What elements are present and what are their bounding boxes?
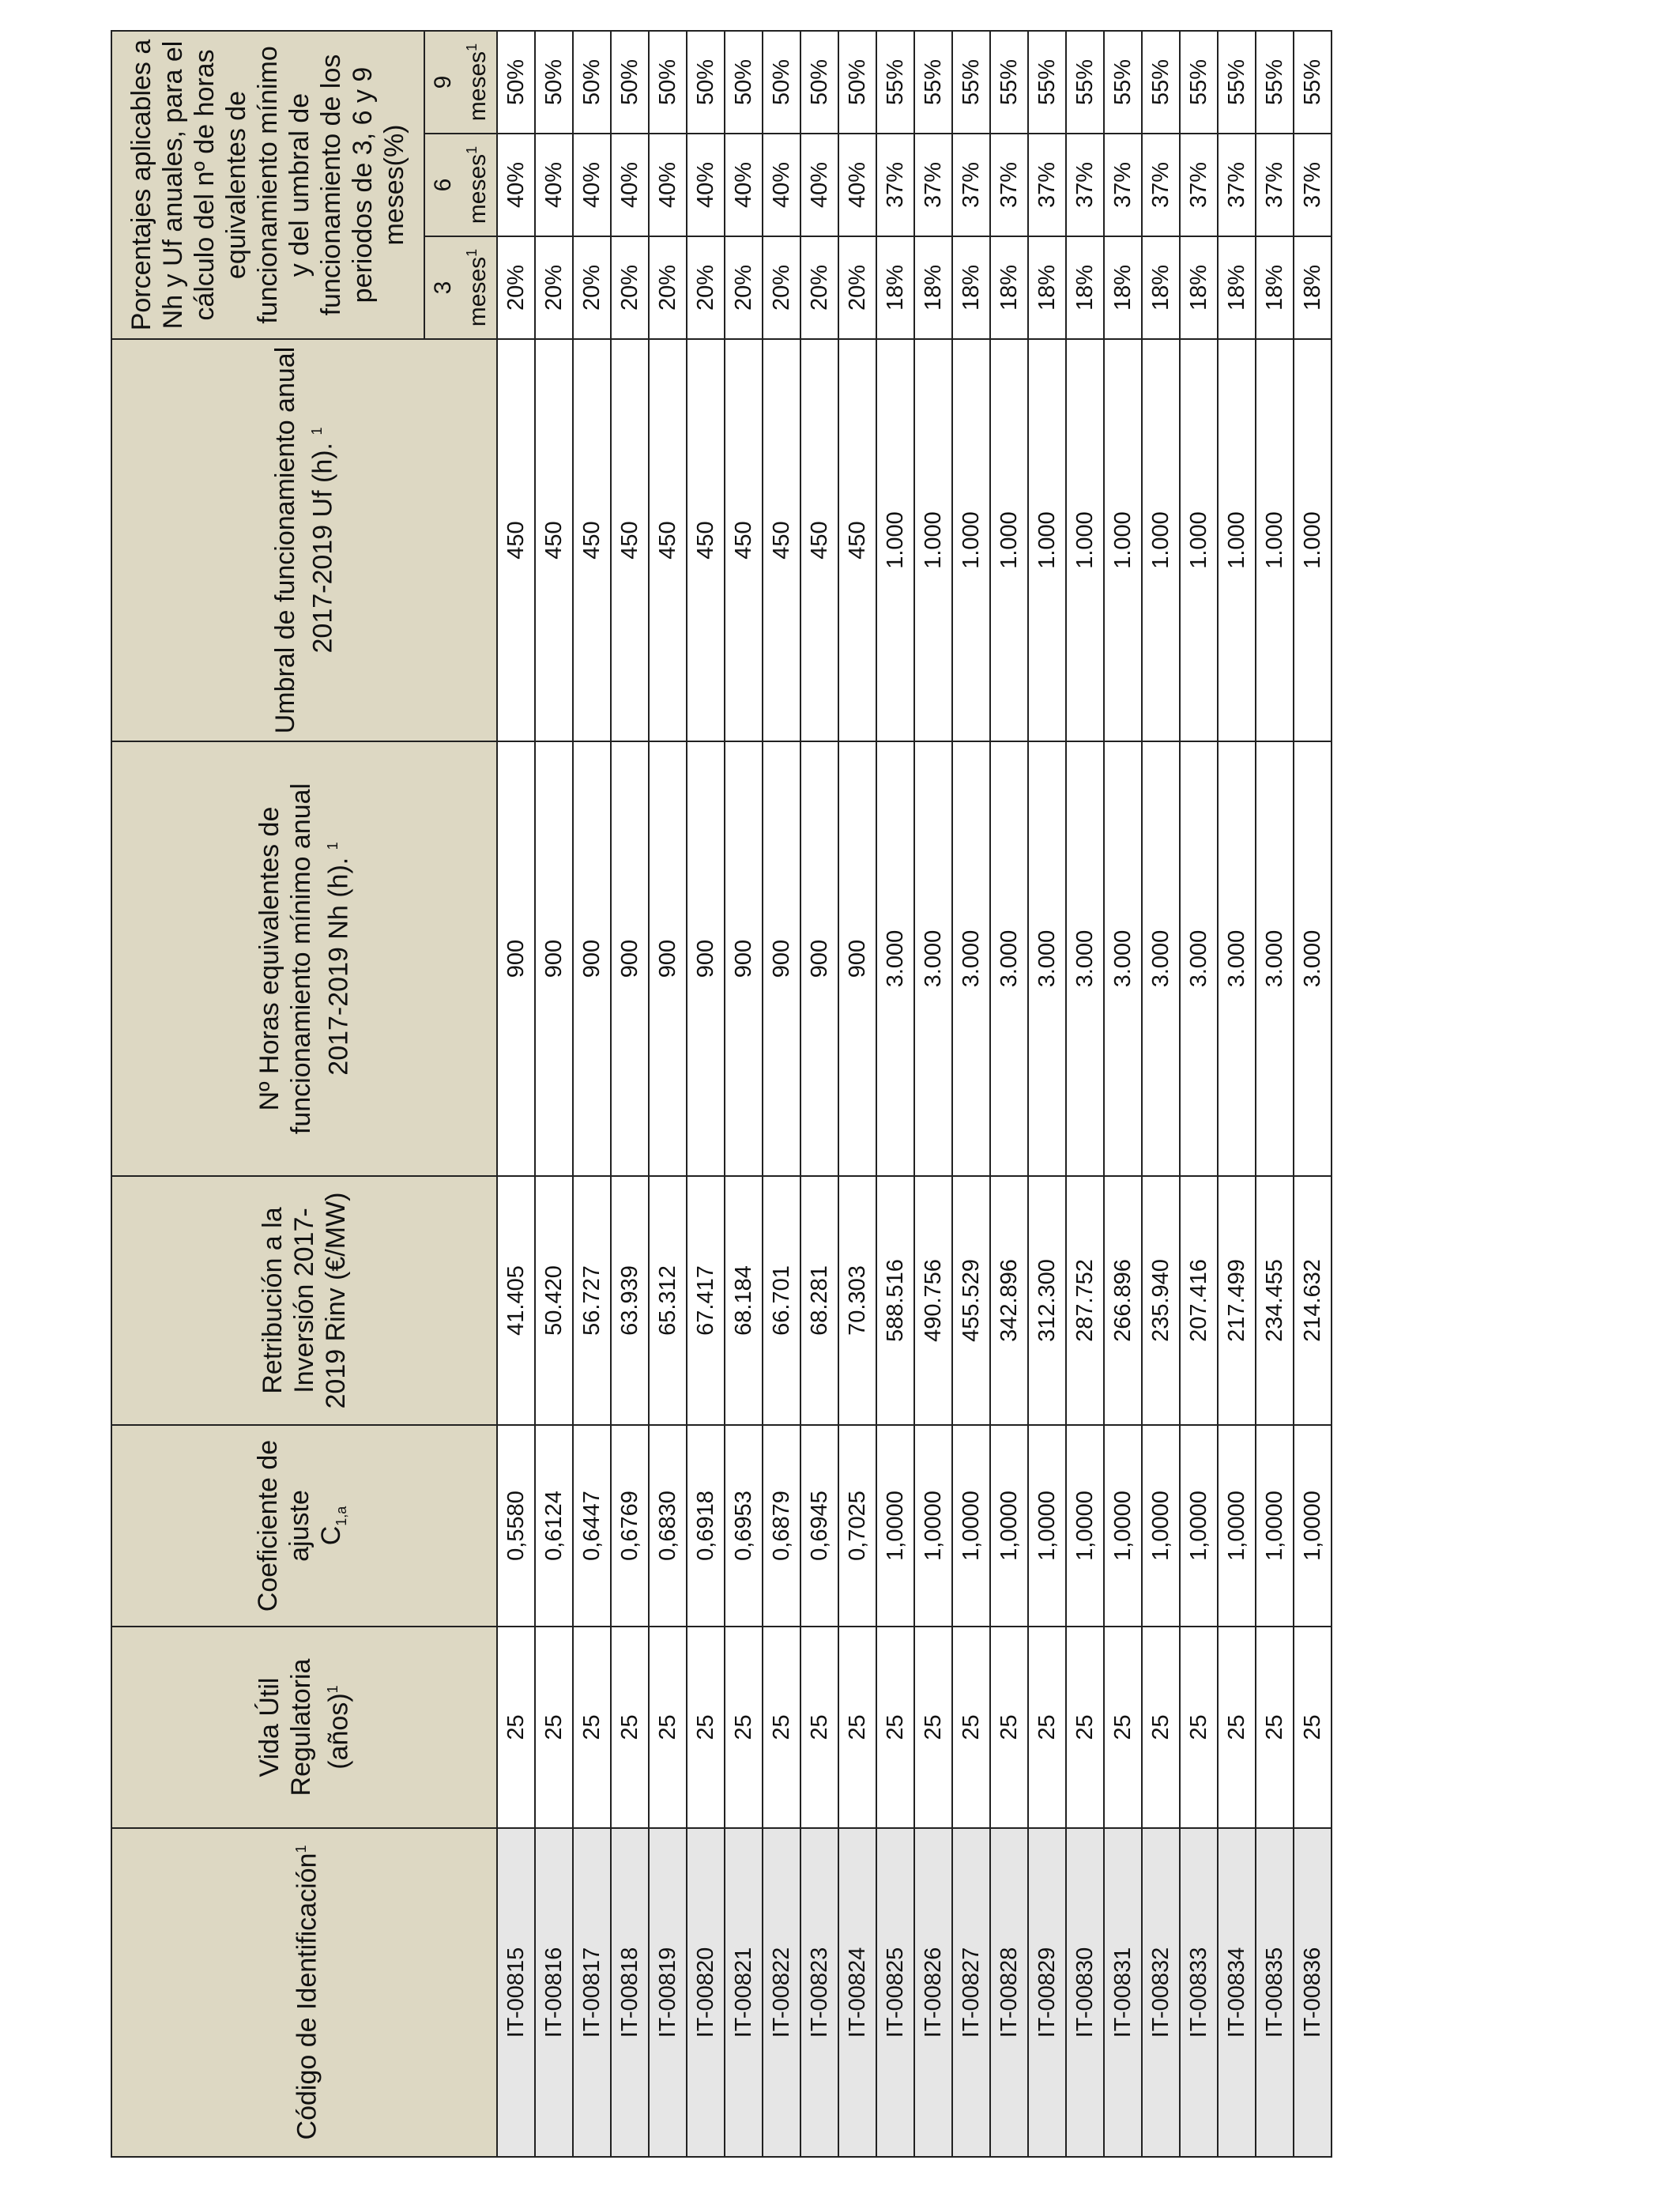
cell-uf: 1.000 [990,339,1028,741]
cell-3-meses: 20% [497,236,535,339]
cell-uf: 1.000 [1218,339,1256,741]
cell-vida-util: 25 [1218,1627,1256,1828]
cell-vida-util: 25 [990,1627,1028,1828]
cell-codigo: IT-00820 [687,1828,725,2157]
cell-vida-util: 25 [1028,1627,1066,1828]
cell-3-meses: 18% [914,236,952,339]
cell-codigo: IT-00825 [876,1828,914,2157]
cell-coeficiente: 1,0000 [1294,1425,1332,1627]
cell-9-meses: 50% [573,31,611,134]
cell-rinv: 67.417 [687,1176,725,1425]
cell-6-meses: 37% [876,134,914,236]
table-row [1028,31,1066,2157]
cell-9-meses: 50% [687,31,725,134]
cell-rinv: 214.632 [1294,1176,1332,1425]
cell-6-meses: 37% [952,134,990,236]
cell-coeficiente: 0,6879 [763,1425,800,1627]
header-coeficiente: Coeficiente de ajuste $C_{1,a}$ [111,1425,497,1627]
cell-nh: 900 [725,741,763,1176]
cell-coeficiente: 0,6953 [725,1425,763,1627]
cell-9-meses: 55% [876,31,914,134]
cell-9-meses: 55% [1294,31,1332,134]
cell-6-meses: 37% [1218,134,1256,236]
header-9-meses: 9 meses$^1$ [424,31,497,134]
cell-uf: 450 [649,339,687,741]
cell-vida-util: 25 [876,1627,914,1828]
cell-3-meses: 20% [611,236,649,339]
table-row [497,31,535,2157]
cell-nh: 900 [800,741,838,1176]
cell-uf: 1.000 [1028,339,1066,741]
header-porcentajes: Porcentajes aplicables a Nh y Uf anuales, para el cálculo del nº de horas equivalentes de funcionamiento mínimo y del umbral de funcionamiento de los periodos de 3, 6 y 9 meses(%) [111,31,424,339]
cell-9-meses: 55% [1066,31,1104,134]
cell-vida-util: 25 [573,1627,611,1828]
cell-vida-util: 25 [914,1627,952,1828]
cell-vida-util: 25 [1180,1627,1218,1828]
table-row [1294,31,1332,2157]
cell-uf: 1.000 [1142,339,1180,741]
cell-uf: 450 [535,339,573,741]
header-rinv: Retribución a la Inversión 2017-2019 Rinv (€/MW) [111,1176,497,1425]
cell-nh: 3.000 [1028,741,1066,1176]
cell-rinv: 63.939 [611,1176,649,1425]
cell-uf: 450 [725,339,763,741]
table-row [800,31,838,2157]
cell-vida-util: 25 [687,1627,725,1828]
cell-coeficiente: 1,0000 [1028,1425,1066,1627]
cell-coeficiente: 1,0000 [952,1425,990,1627]
cell-nh: 900 [838,741,876,1176]
cell-uf: 1.000 [952,339,990,741]
cell-vida-util: 25 [535,1627,573,1828]
cell-6-meses: 37% [990,134,1028,236]
cell-codigo: IT-00824 [838,1828,876,2157]
table-row [1066,31,1104,2157]
cell-codigo: IT-00828 [990,1828,1028,2157]
cell-rinv: 342.896 [990,1176,1028,1425]
cell-3-meses: 20% [535,236,573,339]
cell-rinv: 207.416 [1180,1176,1218,1425]
cell-nh: 3.000 [1256,741,1294,1176]
cell-rinv: 66.701 [763,1176,800,1425]
cell-uf: 1.000 [1066,339,1104,741]
cell-nh: 3.000 [876,741,914,1176]
cell-uf: 1.000 [914,339,952,741]
cell-codigo: IT-00835 [1256,1828,1294,2157]
table-row [1180,31,1218,2157]
cell-coeficiente: 1,0000 [1180,1425,1218,1627]
table-body [497,31,1332,2157]
cell-uf: 1.000 [1104,339,1142,741]
cell-rinv: 217.499 [1218,1176,1256,1425]
table-row [1104,31,1142,2157]
cell-coeficiente: 1,0000 [1066,1425,1104,1627]
cell-6-meses: 37% [914,134,952,236]
table-row [535,31,573,2157]
table-row [1142,31,1180,2157]
cell-6-meses: 37% [1142,134,1180,236]
cell-3-meses: 18% [1180,236,1218,339]
cell-3-meses: 18% [876,236,914,339]
cell-nh: 900 [687,741,725,1176]
cell-6-meses: 40% [535,134,573,236]
cell-6-meses: 37% [1256,134,1294,236]
cell-3-meses: 18% [1256,236,1294,339]
cell-9-meses: 55% [990,31,1028,134]
cell-9-meses: 50% [497,31,535,134]
cell-codigo: IT-00822 [763,1828,800,2157]
cell-uf: 1.000 [1256,339,1294,741]
cell-9-meses: 55% [1256,31,1294,134]
cell-6-meses: 40% [497,134,535,236]
cell-6-meses: 40% [649,134,687,236]
cell-nh: 3.000 [990,741,1028,1176]
cell-vida-util: 25 [725,1627,763,1828]
cell-9-meses: 55% [952,31,990,134]
cell-rinv: 234.455 [1256,1176,1294,1425]
cell-codigo: IT-00826 [914,1828,952,2157]
cell-3-meses: 18% [990,236,1028,339]
cell-codigo: IT-00818 [611,1828,649,2157]
cell-vida-util: 25 [649,1627,687,1828]
cell-3-meses: 18% [1104,236,1142,339]
cell-uf: 450 [497,339,535,741]
cell-nh: 900 [649,741,687,1176]
cell-9-meses: 50% [725,31,763,134]
cell-3-meses: 18% [1294,236,1332,339]
header-nh: Nº Horas equivalentes de funcionamiento mínimo anual 2017-2019 Nh (h). $^1$ [111,741,497,1176]
cell-rinv: 41.405 [497,1176,535,1425]
cell-3-meses: 20% [763,236,800,339]
cell-6-meses: 40% [838,134,876,236]
cell-6-meses: 40% [687,134,725,236]
cell-6-meses: 37% [1180,134,1218,236]
cell-9-meses: 50% [838,31,876,134]
cell-rinv: 266.896 [1104,1176,1142,1425]
cell-uf: 1.000 [1180,339,1218,741]
cell-codigo: IT-00836 [1294,1828,1332,2157]
cell-codigo: IT-00830 [1066,1828,1104,2157]
cell-nh: 900 [573,741,611,1176]
header-3-meses: 3 meses$^1$ [424,236,497,339]
cell-uf: 450 [763,339,800,741]
cell-codigo: IT-00817 [573,1828,611,2157]
table-row [876,31,914,2157]
cell-coeficiente: 0,6945 [800,1425,838,1627]
cell-vida-util: 25 [611,1627,649,1828]
cell-coeficiente: 1,0000 [1104,1425,1142,1627]
table-row [611,31,649,2157]
cell-nh: 900 [763,741,800,1176]
cell-codigo: IT-00834 [1218,1828,1256,2157]
table-row [952,31,990,2157]
cell-rinv: 68.184 [725,1176,763,1425]
cell-vida-util: 25 [838,1627,876,1828]
table-row [990,31,1028,2157]
cell-rinv: 235.940 [1142,1176,1180,1425]
cell-6-meses: 40% [611,134,649,236]
cell-vida-util: 25 [1142,1627,1180,1828]
cell-6-meses: 37% [1294,134,1332,236]
cell-3-meses: 20% [725,236,763,339]
cell-coeficiente: 0,6918 [687,1425,725,1627]
cell-9-meses: 55% [1218,31,1256,134]
cell-codigo: IT-00827 [952,1828,990,2157]
cell-coeficiente: 1,0000 [1142,1425,1180,1627]
cell-nh: 900 [535,741,573,1176]
cell-6-meses: 40% [763,134,800,236]
cell-9-meses: 55% [914,31,952,134]
cell-3-meses: 18% [1066,236,1104,339]
table-row [763,31,800,2157]
cell-6-meses: 37% [1028,134,1066,236]
cell-3-meses: 20% [649,236,687,339]
cell-nh: 3.000 [1218,741,1256,1176]
cell-rinv: 455.529 [952,1176,990,1425]
cell-coeficiente: 1,0000 [1256,1425,1294,1627]
cell-nh: 3.000 [914,741,952,1176]
cell-vida-util: 25 [800,1627,838,1828]
cell-vida-util: 25 [1256,1627,1294,1828]
cell-rinv: 68.281 [800,1176,838,1425]
cell-nh: 900 [497,741,535,1176]
table-row [573,31,611,2157]
cell-coeficiente: 0,6830 [649,1425,687,1627]
cell-vida-util: 25 [497,1627,535,1828]
cell-6-meses: 37% [1104,134,1142,236]
cell-rinv: 70.303 [838,1176,876,1425]
cell-3-meses: 18% [1142,236,1180,339]
cell-coeficiente: 0,6769 [611,1425,649,1627]
cell-9-meses: 50% [763,31,800,134]
cell-9-meses: 55% [1180,31,1218,134]
table-row [914,31,952,2157]
cell-coeficiente: 0,6124 [535,1425,573,1627]
cell-vida-util: 25 [1066,1627,1104,1828]
cell-3-meses: 20% [687,236,725,339]
cell-coeficiente: 0,5580 [497,1425,535,1627]
cell-coeficiente: 0,6447 [573,1425,611,1627]
cell-codigo: IT-00816 [535,1828,573,2157]
table-row [838,31,876,2157]
cell-uf: 450 [838,339,876,741]
table-row [649,31,687,2157]
cell-rinv: 490.756 [914,1176,952,1425]
cell-rinv: 56.727 [573,1176,611,1425]
cell-codigo: IT-00831 [1104,1828,1142,2157]
cell-nh: 3.000 [1142,741,1180,1176]
cell-3-meses: 20% [800,236,838,339]
cell-6-meses: 40% [800,134,838,236]
cell-codigo: IT-00833 [1180,1828,1218,2157]
cell-9-meses: 55% [1104,31,1142,134]
table-header [111,31,497,2157]
cell-3-meses: 18% [1028,236,1066,339]
cell-codigo: IT-00815 [497,1828,535,2157]
cell-rinv: 312.300 [1028,1176,1066,1425]
cell-uf: 450 [611,339,649,741]
table-row [1218,31,1256,2157]
cell-uf: 450 [800,339,838,741]
cell-uf: 450 [687,339,725,741]
cell-nh: 3.000 [1066,741,1104,1176]
cell-nh: 3.000 [1294,741,1332,1176]
header-6-meses: 6 meses$^1$ [424,134,497,236]
cell-rinv: 50.420 [535,1176,573,1425]
cell-rinv: 287.752 [1066,1176,1104,1425]
cell-9-meses: 55% [1142,31,1180,134]
rotated-table-page [111,32,1325,2158]
cell-3-meses: 20% [838,236,876,339]
cell-uf: 1.000 [1294,339,1332,741]
cell-nh: 3.000 [1104,741,1142,1176]
cell-nh: 3.000 [1180,741,1218,1176]
cell-codigo: IT-00823 [800,1828,838,2157]
header-uf: Umbral de funcionamiento anual 2017-2019 Uf (h). $^1$ [111,339,497,741]
cell-coeficiente: 1,0000 [1218,1425,1256,1627]
cell-coeficiente: 1,0000 [914,1425,952,1627]
cell-vida-util: 25 [1294,1627,1332,1828]
cell-9-meses: 50% [611,31,649,134]
cell-coeficiente: 0,7025 [838,1425,876,1627]
cell-3-meses: 18% [1218,236,1256,339]
table-row [687,31,725,2157]
cell-9-meses: 55% [1028,31,1066,134]
cell-vida-util: 25 [1104,1627,1142,1828]
cell-9-meses: 50% [649,31,687,134]
cell-codigo: IT-00819 [649,1828,687,2157]
cell-6-meses: 40% [573,134,611,236]
cell-3-meses: 18% [952,236,990,339]
cell-nh: 3.000 [952,741,990,1176]
header-vida-util: Vida Útil Regulatoria (años)$^1$ [111,1627,497,1828]
cell-rinv: 65.312 [649,1176,687,1425]
cell-vida-util: 25 [952,1627,990,1828]
cell-uf: 1.000 [876,339,914,741]
cell-vida-util: 25 [763,1627,800,1828]
cell-codigo: IT-00829 [1028,1828,1066,2157]
cell-nh: 900 [611,741,649,1176]
cell-9-meses: 50% [800,31,838,134]
cell-rinv: 588.516 [876,1176,914,1425]
cell-6-meses: 37% [1066,134,1104,236]
cell-9-meses: 50% [535,31,573,134]
cell-coeficiente: 1,0000 [876,1425,914,1627]
cell-3-meses: 20% [573,236,611,339]
table-row [725,31,763,2157]
cell-6-meses: 40% [725,134,763,236]
cell-codigo: IT-00832 [1142,1828,1180,2157]
header-codigo: Código de Identificación$^1$ [111,1828,497,2157]
cell-uf: 450 [573,339,611,741]
remuneration-table [111,30,1332,2158]
cell-coeficiente: 1,0000 [990,1425,1028,1627]
cell-codigo: IT-00821 [725,1828,763,2157]
table-row [1256,31,1294,2157]
